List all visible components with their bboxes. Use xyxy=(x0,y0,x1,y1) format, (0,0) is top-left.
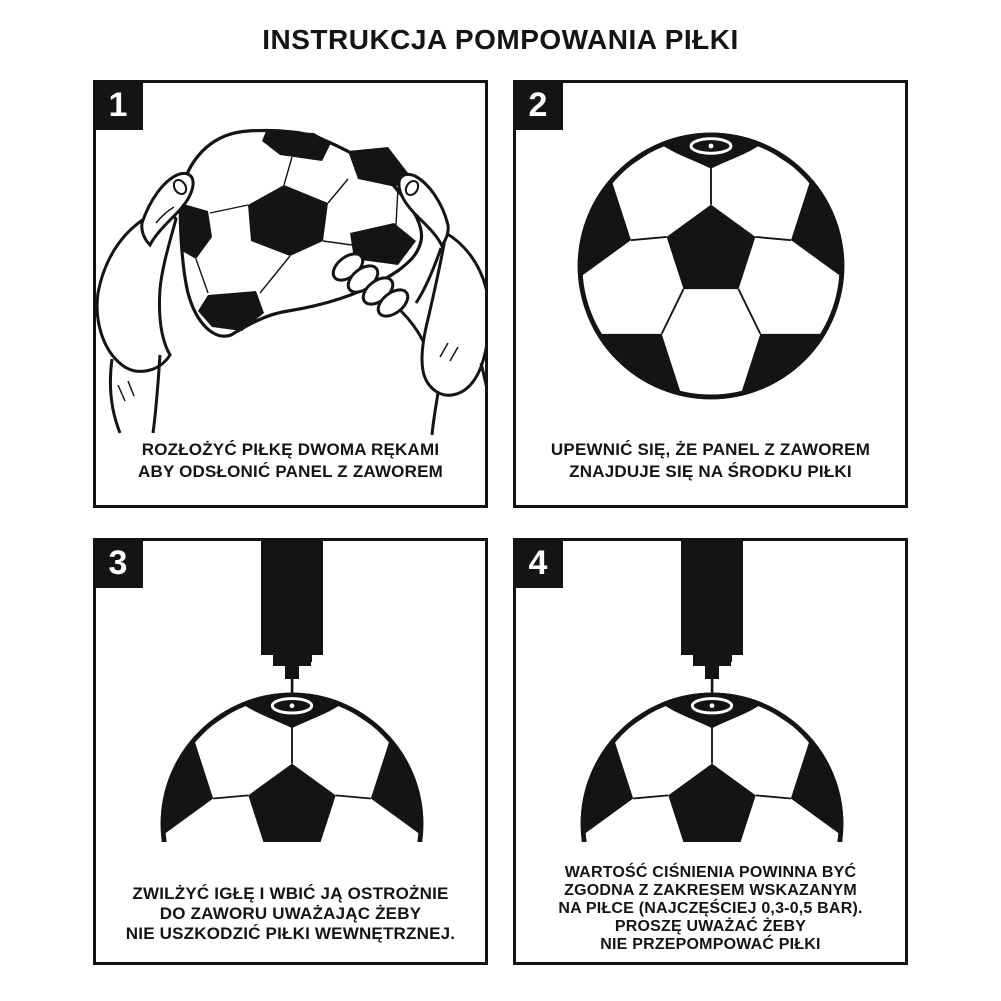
caption-line: WARTOŚĆ CIŚNIENIA POWINNA BYĆ xyxy=(564,864,857,881)
step-caption xyxy=(96,884,485,944)
caption-line: NA PIŁCE (NAJCZĘŚCIEJ 0,3-0,5 BAR). xyxy=(558,900,863,917)
step-caption xyxy=(516,864,905,954)
caption-line: NIE USZKODZIĆ PIŁKI WEWNĘTRZNEJ. xyxy=(125,924,456,943)
step-number-badge: 3 xyxy=(93,538,143,588)
step-panel-4 xyxy=(513,538,908,965)
step-caption xyxy=(516,439,905,483)
half-soccer-ball-icon xyxy=(578,690,846,842)
caption-line: ZNAJDUJE SIĘ NA ŚRODKU PIŁKI xyxy=(569,462,852,481)
soccer-ball-icon xyxy=(575,130,847,402)
caption-line: NIE PRZEPOMPOWAĆ PIŁKI xyxy=(600,936,821,953)
caption-line: DO ZAWORU UWAŻAJĄC ŻEBY xyxy=(159,904,422,923)
pump-needle-icon xyxy=(677,541,747,706)
step-panel-2 xyxy=(513,80,908,508)
page-title: INSTRUKCJA POMPOWANIA PIŁKI xyxy=(262,24,739,55)
step-panel-3 xyxy=(93,538,488,965)
caption-line: PROSZĘ UWAŻAĆ ŻEBY xyxy=(614,918,807,935)
step-caption xyxy=(96,439,485,483)
step-number-badge: 4 xyxy=(513,538,563,588)
step-number-badge: 1 xyxy=(93,80,143,130)
step-number-badge: 2 xyxy=(513,80,563,130)
caption-line: ZGODNA Z ZAKRESEM WSKAZANYM xyxy=(564,882,857,899)
half-soccer-ball-icon xyxy=(158,690,426,842)
caption-line: ZWILŻYĆ IGŁĘ I WBIĆ JĄ OSTROŻNIE xyxy=(132,884,449,903)
step-panel-1 xyxy=(93,80,488,508)
caption-line: ABY ODSŁONIĆ PANEL Z ZAWOREM xyxy=(137,462,443,481)
caption-line: UPEWNIĆ SIĘ, ŻE PANEL Z ZAWOREM xyxy=(550,440,871,459)
pump-needle-icon xyxy=(257,541,327,706)
caption-line: ROZŁOŻYĆ PIŁKĘ DWOMA RĘKAMI xyxy=(141,440,440,459)
